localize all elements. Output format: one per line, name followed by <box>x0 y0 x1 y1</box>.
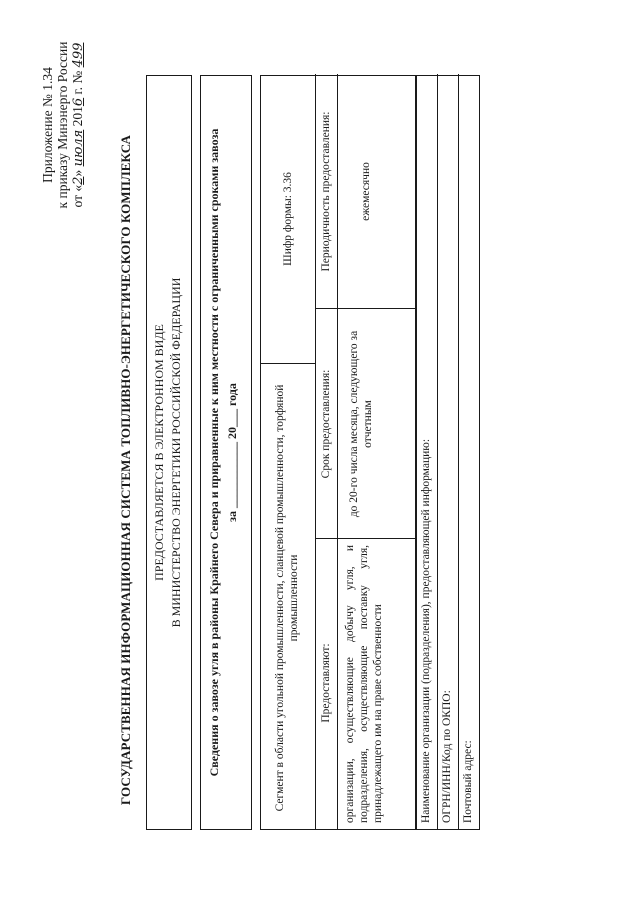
appendix-line-3 <box>70 25 86 225</box>
appendix-block <box>40 25 86 225</box>
col2-header: Срок предоставления: <box>320 369 332 479</box>
form-info-table <box>260 75 416 830</box>
order-date-quote: » <box>70 169 85 177</box>
submit-notice-line-1: ПРЕДОСТАВЛЯЕТСЯ В ЭЛЕКТРОННОМ ВИДЕ <box>152 324 166 581</box>
appendix-line-1: Приложение № 1.34 <box>40 67 55 183</box>
footer-org-info <box>416 75 480 830</box>
submit-notice-line-2: В МИНИСТЕРСТВО ЭНЕРГЕТИКИ РОССИЙСКОЙ ФЕДЕРАЦИИ <box>169 277 183 628</box>
order-month-handwritten: июля <box>71 129 86 167</box>
col1-header: Предоставляют: <box>320 643 332 723</box>
order-number-handwritten: 499 <box>71 42 86 68</box>
table-col-divider-1 <box>315 538 417 539</box>
appendix-line-2: к приказу Минэнерго России <box>55 41 70 209</box>
segment-cell: Сегмент в области угольной промышленности, сланцевой промышленности, торфяной промышленности <box>274 384 300 812</box>
form-title-line-2: за ___________ 20___ года <box>225 383 239 522</box>
order-year-digit-handwritten: 6 <box>71 97 86 107</box>
address-label: Почтовый адрес: <box>462 740 474 823</box>
order-date-prefix: от « <box>70 184 85 208</box>
table-col-divider-top <box>261 363 315 364</box>
org-name-label: Наименование организации (подразделения), предоставляющей информацию: <box>420 438 432 823</box>
submit-notice-box <box>146 75 192 830</box>
table-row-divider-1 <box>315 74 316 829</box>
col3-value: ежемесячно <box>360 162 372 221</box>
col3-header: Периодичность предоставления: <box>320 111 332 272</box>
order-day-handwritten: 2 <box>71 176 86 185</box>
col2-value: до 20-го числа месяца, следующего за отчетным <box>348 330 374 518</box>
form-title-box <box>200 75 252 830</box>
form-title-line-1: Сведения о завозе угля в районы Крайнего Севера и приравненные к ним местности с ограниченными сроками завоза <box>207 128 221 777</box>
table-row-divider-2 <box>337 74 338 829</box>
footer-divider-2 <box>458 74 459 829</box>
ogrn-label: ОГРН/ИНН/Код по ОКПО: <box>441 690 453 823</box>
form-code-cell: Шифр формы: 3.36 <box>282 172 294 266</box>
footer-divider-1 <box>437 74 438 829</box>
order-year-prefix: 201 <box>70 106 85 127</box>
order-number-label: г. № <box>70 70 85 95</box>
main-title: ГОСУДАРСТВЕННАЯ ИНФОРМАЦИОННАЯ СИСТЕМА ТОПЛИВНО-ЭНЕРГЕТИЧЕСКОГО КОМПЛЕКСА <box>118 134 133 806</box>
table-col-divider-2 <box>315 308 417 309</box>
col1-value: организации, осуществляющие добычу угля, и подразделения, осуществляющие поставку угля, принадлежащего им на праве собственности <box>344 545 384 823</box>
